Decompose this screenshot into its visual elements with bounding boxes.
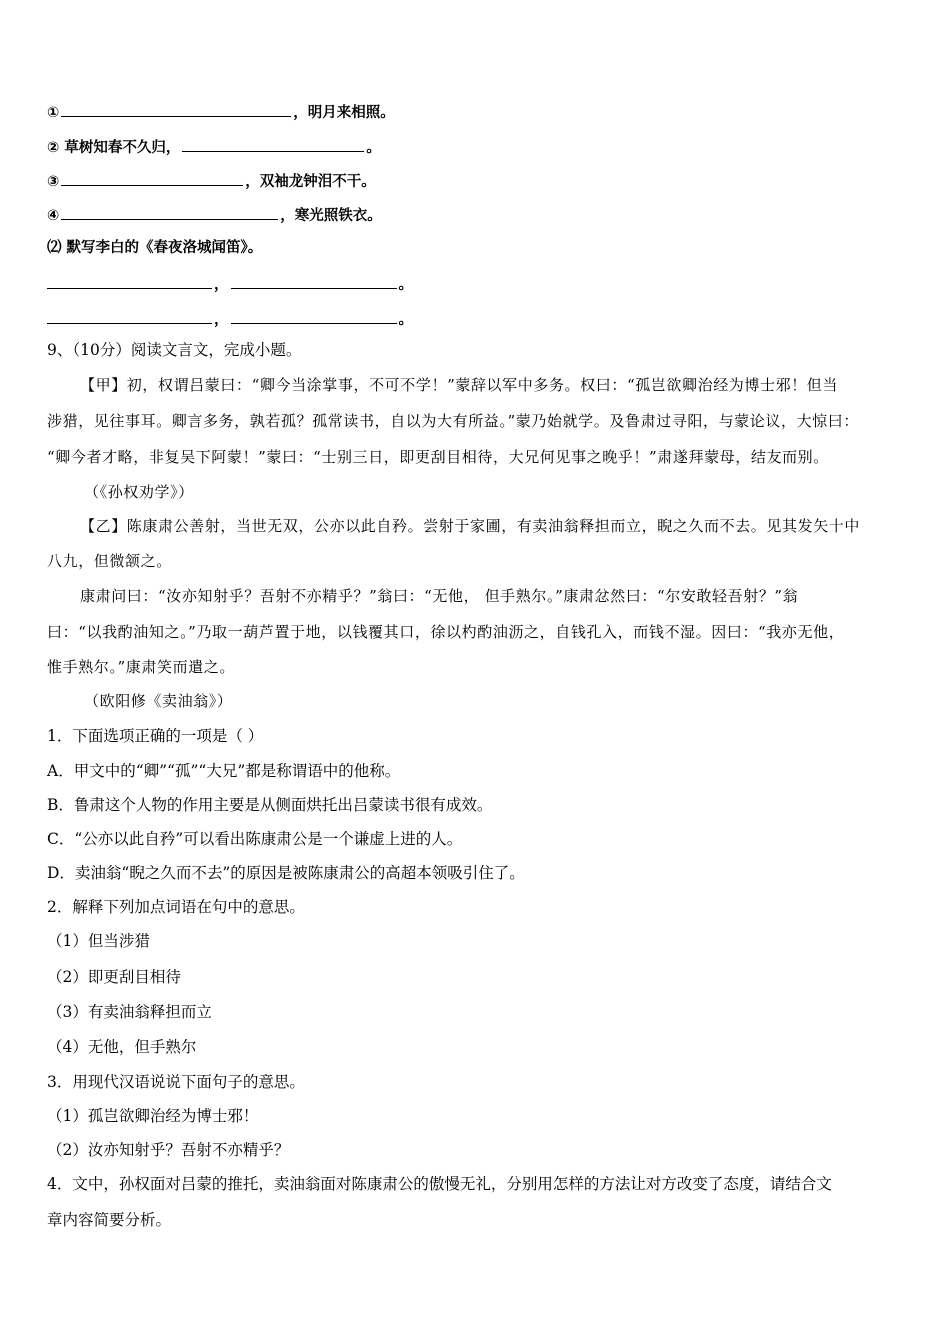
sub-question-3-item-2: （2）汝亦知射乎？吾射不亦精乎？ (47, 1141, 290, 1159)
answer-blank[interactable] (231, 307, 397, 324)
answer-blank[interactable] (61, 169, 243, 186)
sub-question-2-item-2: （2）即更刮目相待 (47, 968, 181, 986)
option-c[interactable]: C．“公亦以此自矜”可以看出陈康肃公是一个谦虚上进的人。 (47, 830, 463, 848)
passage-jia-line-2: 涉猎，见往事耳。卿言多务，孰若孤？孤常读书，自以为大有所益。”蒙乃始就学。及鲁肃过寻阳，与蒙论议，大惊曰： (47, 412, 859, 430)
option-a[interactable]: A．甲文中的“卿”“孤”“大兄”都是称谓语中的他称。 (47, 762, 401, 780)
passage-yi-line-4: 曰：“以我酌油知之。”乃取一葫芦置于地，以钱覆其口，徐以杓酌油沥之，自钱孔入，而钱不湿。因曰：“我亦无他， (47, 623, 845, 641)
option-d[interactable]: D．卖油翁“睨之久而不去”的原因是被陈康肃公的高超本领吸引住了。 (47, 864, 525, 882)
poem-blank-row-2: ， 。 (47, 307, 413, 331)
question-9-title: 9、（10分）阅读文言文，完成小题。 (47, 341, 302, 359)
answer-blank[interactable] (61, 203, 278, 220)
poem-prompt-2: ⑵ 默写李白的《春夜洛城闻笛》。 (47, 240, 263, 256)
poem-blank-row-1: ， 。 (47, 272, 413, 296)
passage-yi-line-1: 【乙】陈康肃公善射，当世无双，公亦以此自矜。尝射于家圃，有卖油翁释担而立，睨之久而不去。见其发矢十中 (80, 517, 861, 535)
passage-yi-line-5: 惟手熟尔。”康肃笑而遣之。 (47, 658, 235, 676)
sub-question-1: 1．下面选项正确的一项是（ ） (47, 727, 264, 745)
answer-blank[interactable] (47, 272, 212, 289)
option-b[interactable]: B．鲁肃这个人物的作用主要是从侧面烘托出吕蒙读书很有成效。 (47, 796, 493, 814)
passage-jia-line-1: 【甲】初，权谓吕蒙曰：“卿今当涂掌事，不可不学！”蒙辞以军中多务。权曰：“孤岂欲卿治经为博士邪！但当 (80, 376, 839, 394)
answer-blank[interactable] (182, 135, 364, 152)
answer-blank[interactable] (47, 307, 212, 324)
sub-question-2-item-1: （1）但当涉猎 (47, 932, 150, 950)
passage-jia-source: （《孙权劝学》） (84, 483, 194, 501)
sub-question-4-line-2: 章内容简要分析。 (47, 1211, 172, 1229)
sub-question-3: 3．用现代汉语说说下面句子的意思。 (47, 1073, 305, 1091)
passage-yi-source: （欧阳修《卖油翁》） (84, 692, 233, 710)
passage-yi-line-2: 八九，但微颔之。 (47, 552, 172, 570)
answer-blank[interactable] (231, 272, 397, 289)
poem-line-3: ③ ，双袖龙钟泪不干。 (47, 169, 376, 193)
sub-question-4-line-1: 4．文中，孙权面对吕蒙的推托，卖油翁面对陈康肃公的傲慢无礼，分别用怎样的方法让对方改变了态度，请结合文 (47, 1175, 832, 1193)
sub-question-2-item-3: （3）有卖油翁释担而立 (47, 1003, 212, 1021)
circled-number-3: ③ (47, 174, 60, 190)
sub-question-2-item-4: （4）无他，但手熟尔 (47, 1038, 197, 1056)
answer-blank[interactable] (61, 100, 291, 117)
circled-number-4: ④ (47, 208, 60, 224)
poem-line-1: ① ，明月来相照。 (47, 100, 395, 124)
circled-number-1: ① (47, 105, 60, 121)
sub-question-3-item-1: （1）孤岂欲卿治经为博士邪！ (47, 1107, 259, 1125)
poem-line-4: ④ ，寒光照铁衣。 (47, 203, 382, 227)
passage-yi-line-3: 康肃问曰：“汝亦知射乎？吾射不亦精乎？”翁曰：“无他， 但手熟尔。”康肃忿然曰：“尔安敢轻吾射？”翁 (80, 587, 799, 605)
passage-jia-line-3: “卿今者才略，非复吴下阿蒙！”蒙曰：“士别三日，即更刮目相待，大兄何见事之晚乎！”肃遂拜蒙母，结友而别。 (47, 448, 829, 466)
poem-line-2: ② 草树知春不久归， 。 (47, 135, 381, 159)
sub-question-2: 2．解释下列加点词语在句中的意思。 (47, 898, 305, 916)
